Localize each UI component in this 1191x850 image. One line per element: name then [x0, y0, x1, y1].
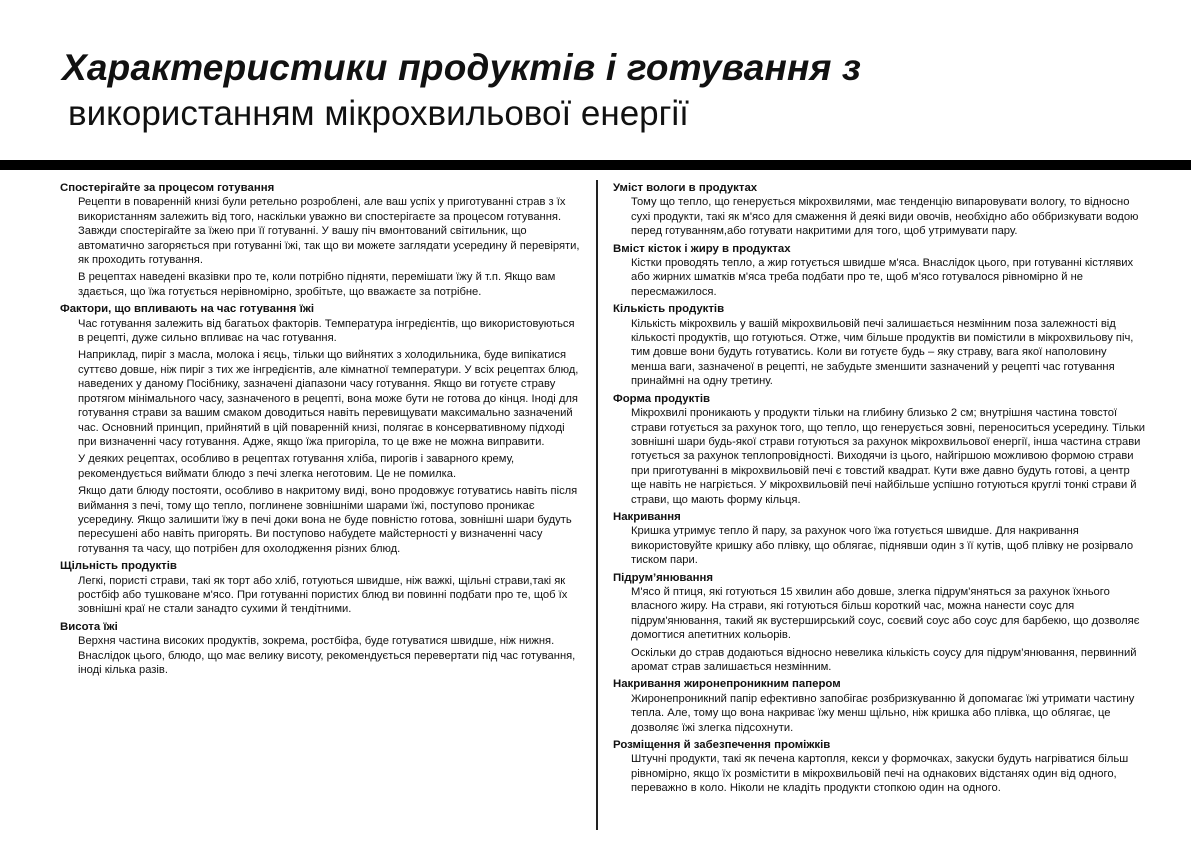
section: [613, 242, 1145, 300]
section-paragraph: Мікрохвилі проникають у продукти тільки на глибину близько 2 см; внутрішня частина товстої страви готується за рахунок того, що тепло, що генерується зовні, переноситься усередину. Тільки зовнішні шари будь-якої страви готуються за рахунок мікрохвильової енергії, інша частина страви готується за рахунок теплопровідності. Виходячи із цього, найгіршою можливою формою страви при приготуванні в мікрохвильовій печі є товстий квадрат. Кути вже давно будуть готові, а центр ще навіть не нагріється. У мікрохвильовій печі найбільше успішно готуються круглі тонкі страви й страви, що мають форму кільця.: [631, 407, 1145, 506]
section-heading: Висота їжі: [60, 620, 118, 633]
section-paragraph: Рецепти в поваренній книзі були ретельно розроблені, але ваш успіх у приготуванні страв з їх використанням залежить від того, наскільки уважно ви спостерігаєте за процесом готування. Завжди спостерігайте за їжею при її готуванні. У вашу піч вмонтований світильник, що автоматично загоряється при готуванні їжі, так що ви можете заглядати усередину й перевіряти, як проходить готування.: [78, 196, 580, 267]
section: [60, 181, 582, 299]
section: [613, 738, 1145, 796]
section: [60, 620, 582, 678]
section-paragraph: Штучні продукти, такі як печена картопля, кекси у формочках, закуски будуть нагріватися більш рівномірно, якщо їх розмістити в мікрохвильовій печі на однакових відстанях один від одного, переважно в коло. Ніколи не кладіть продукти стопкою один на одного.: [631, 753, 1129, 795]
section: [60, 302, 582, 556]
section-paragraph: Жиронепроникний папір ефективно запобігає розбризкуванню й допомагає їжі утримати частину тепла. Але, тому що вона накриває їжу менш щільно, ніж кришка або плівка, що облягає, це дозволяє їжі злегка підсохнути.: [631, 692, 1135, 734]
section-paragraph: У деяких рецептах, особливо в рецептах готування хліба, пирогів і заварного крему, рекомендується виймати блюдо з печі злегка неготовим. Це не помилка.: [78, 453, 515, 480]
section: [613, 302, 1145, 388]
page-subtitle: використанням мікрохвильової енергії: [68, 94, 689, 133]
title-rule: [0, 160, 1191, 170]
section-heading: Кількість продуктів: [613, 303, 725, 316]
section-heading: Підрум’янювання: [613, 571, 714, 584]
section: [613, 510, 1145, 568]
section-heading: Вміст кісток і жиру в продуктах: [613, 242, 791, 255]
title-block: [62, 44, 1162, 136]
section-paragraph: Кришка утримує тепло й пару, за рахунок чого їжа готується швидше. Для накривання використовуйте кришку або плівку, що облягає, піднявши один з її кутів, щоб плівку не розірвало тиском пари.: [631, 525, 1134, 567]
section-heading: Уміст вологи в продуктах: [613, 182, 758, 194]
section-heading: Розміщення й забезпечення проміжків: [613, 739, 831, 752]
section: [613, 571, 1145, 675]
section-paragraph: Верхня частина високих продуктів, зокрема, ростбіфа, буде готуватися швидше, ніж нижня. Внаслідок цього, блюдо, що має велику висоту, рекомендується перевертати під час готування, іноді кілька разів.: [78, 635, 576, 676]
section-paragraph: Якщо дати блюду постояти, особливо в накритому виді, воно продовжує готуватись навіть після виймання з печі, тому що тепло, поглинене зовнішніми шарами їжі, поступово проникає усередину. Якщо залишити їжу в печі доки вона не буде повністю готова, зовнішні шари будуть пересушені або навіть пригорять. Ви поступово набудете майстерності у визначенні часу готування та часу, що потрібен для охолодження різних блюд.: [78, 485, 578, 555]
section: [60, 559, 582, 617]
left-column: [60, 181, 582, 680]
section: [613, 181, 1145, 239]
section-heading: Форма продуктів: [613, 392, 711, 405]
section-heading: Спостерігайте за процесом готування: [60, 182, 275, 194]
section-heading: Накривання: [613, 510, 681, 523]
section-paragraph: Легкі, пористі страви, такі як торт або хліб, готуються швидше, ніж важкі, щільні страви,такі як ростбіф або тушковане м'ясо. При готуванні пористих блюд ви повинні подбати про те, щоб їх зовнішні краї не стали занадто сухими й тендітними.: [78, 574, 568, 616]
section-heading: Накривання жиронепроникним папером: [613, 678, 841, 691]
section: [613, 392, 1145, 507]
section-paragraph: Кількість мікрохвиль у вашій мікрохвильовій печі залишається незмінним поза залежності від кількості продуктів, що готуються. Отже, чим більше продуктів ви помістили в мікрохвильову піч, тим довше вони будуть готуватись. Коли ви готуєте будь – яку страву, вага якої наполовину менша ваги, зазначеної в рецепті, не забудьте зменшити зазначений у рецепті час готування принаймні на одну третину.: [631, 317, 1134, 388]
section-heading: Фактори, що впливають на час готування їжі: [60, 303, 315, 316]
column-divider: [596, 180, 598, 830]
section: [613, 677, 1145, 735]
right-column: [613, 181, 1145, 799]
page-title: Характеристики продуктів і готування з: [62, 47, 862, 88]
section-paragraph: Тому що тепло, що генерується мікрохвилями, має тенденцію випаровувати вологу, то відносно сухі продукти, такі як м'ясо для смаження й деякі види овочів, необхідно або оббризкувати водою перед готуванням,або готувати накритими для того, щоб утримувати пару.: [631, 196, 1139, 238]
section-paragraph: Кістки проводять тепло, а жир готується швидше м'яса. Внаслідок цього, при готуванні кістлявих або жирних шматків м'яса треба подбати про те, щоб м'ясо готувалося рівномірно й не пересмажилося.: [631, 257, 1134, 298]
section-paragraph: М'ясо й птиця, які готуються 15 хвилин або довше, злегка підрум'яняться за рахунок їхнього власного жиру. На страви, які готуються більш короткий час, можна нанести соус для підрум'янювання, такий як вустерширський соус, соєвий соус або соус для барбекю, що дозволяє домогтися апетитних кольорів.: [631, 585, 1140, 642]
section-paragraph: В рецептах наведені вказівки про те, коли потрібно підняти, перемішати їжу й т.п. Якщо вам здається, що їжа готується нерівномірно, зробітьте, що вважаєте за потрібне.: [78, 271, 556, 298]
section-paragraph: Наприклад, пиріг з масла, молока і яєць, тільки що вийнятих з холодильника, буде випікатися суттєво довше, ніж пиріг з тих же інгредієнтів, але кімнатної температури. У всіх рецептах блюд, наведених у даному Посібнику, зазначені діапазони часу готування. Якщо ви готуєте страву протягом мінімального часу, зазначеного в рецепті, вона може бути не готова до кінця. Іноді для готування страви за вашим смаком доводиться навіть перевищувати максимально зазначений час. Основний принцип, прийнятий в цій поваренній книзі, полягає в консервативному підході при визначенні часу готування. Адже, якщо їжа пригоріла, то це вже не можна виправити.: [78, 349, 579, 448]
section-heading: Щільність продуктів: [60, 560, 177, 573]
section-paragraph: Час готування залежить від багатьох факторів. Температура інгредієнтів, що використовуються в рецепті, дуже сильно впливає на час готування.: [78, 317, 575, 345]
section-paragraph: Оскільки до страв додаються відносно невелика кількість соусу для підрум’янювання, первинний аромат страв залишається незмінним.: [631, 646, 1137, 673]
